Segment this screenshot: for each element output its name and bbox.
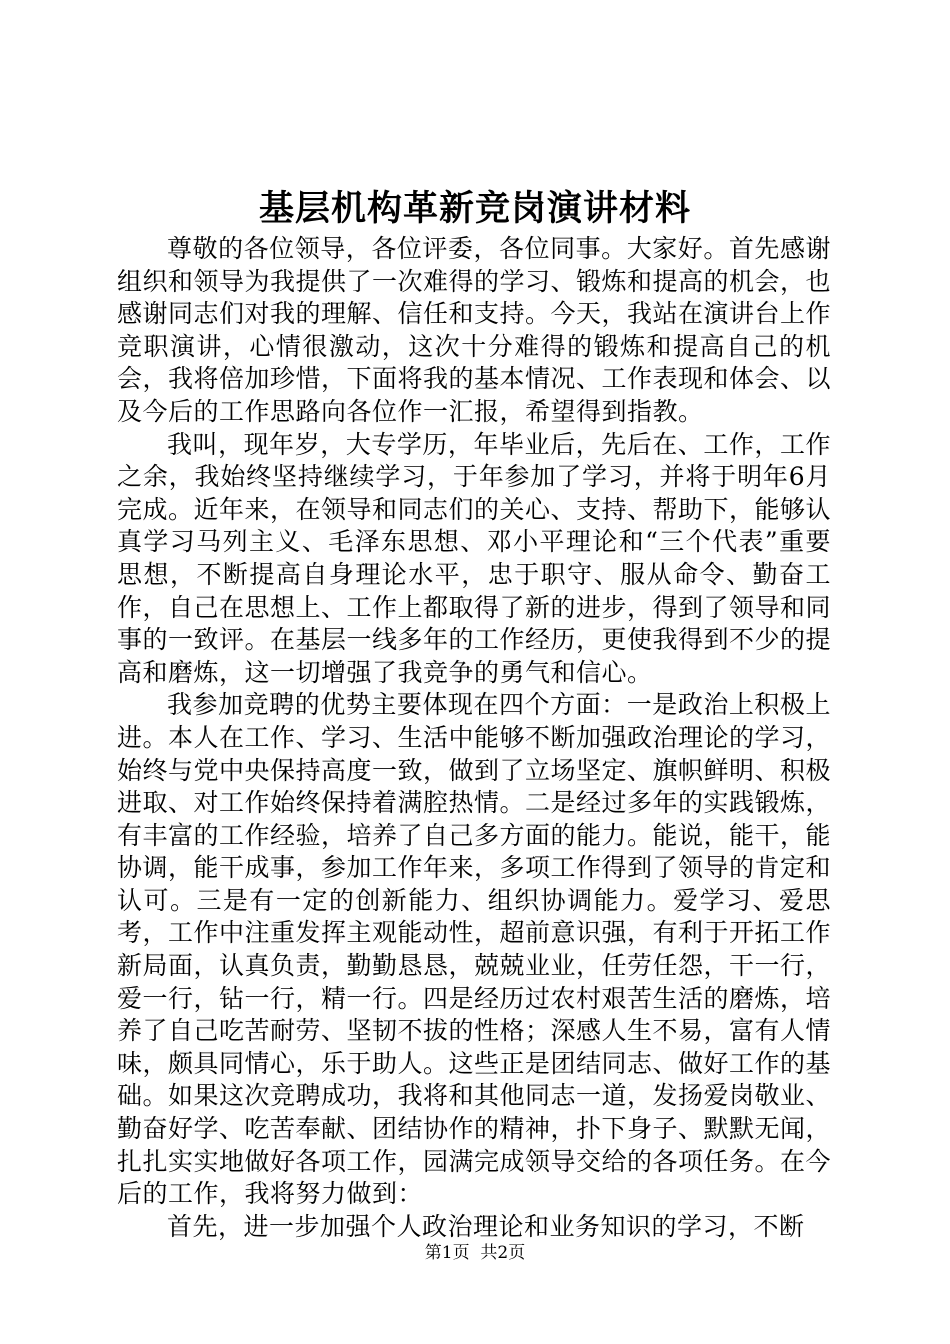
document-title: 基层机构革新竞岗演讲材料	[258, 188, 691, 229]
paragraph-4: 首先，进一步加强个人政治理论和业务知识的学习，不断	[167, 1211, 805, 1241]
document-body	[117, 233, 831, 1243]
page-number: 第1页 共2页	[424, 1243, 526, 1263]
paragraph-2: 我叫，现年岁，大专学历，年毕业后，先后在、工作，工作之余，我始终坚持继续学习，于年参加了学习，并将于明年6月完成。近年来，在领导和同志们的关心、支持、帮助下，能够认真学习马列主义、毛泽东思想、邓小平理论和“三个代表”重要思想，不断提高自身理论水平，忠于职守、服从命令、勤奋工作，自己在思想上、工作上都取得了新的进步，得到了领导和同事的一致评。在基层一线多年的工作经历，更使我得到不少的提高和磨炼，这一切增强了我竞争的勇气和信心。	[117, 429, 832, 687]
paragraph-3: 我参加竞聘的优势主要体现在四个方面：一是政治上积极上进。本人在工作、学习、生活中能够不断加强政治理论的学习，始终与党中央保持高度一致，做到了立场坚定、旗帜鲜明、积极进取、对工作始终保持着满腔热情。二是经过多年的实践锻炼，有丰富的工作经验，培养了自己多方面的能力。能说，能干，能协调，能干成事，参加工作年来，多项工作得到了领导的肯定和认可。三是有一定的创新能力、组织协调能力。爱学习、爱思考，工作中注重发挥主观能动性，超前意识强，有利于开拓工作新局面，认真负责，勤勤恳恳，兢兢业业，任劳任怨，干一行，爱一行，钻一行，精一行。四是经历过农村艰苦生活的磨炼，培养了自己吃苦耐劳、坚韧不拔的性格；深感人生不易，富有人情味，颇具同情心，乐于助人。这些正是团结同志、做好工作的基础。如果这次竞聘成功，我将和其他同志一道，发扬爱岗敬业、勤奋好学、吃苦奉献、团结协作的精神，扑下身子、默默无闻，扎扎实实地做好各项工作，园满完成领导交给的各项任务。在今后的工作，我将努力做到：	[117, 690, 832, 1209]
paragraph-1: 尊敬的各位领导，各位评委，各位同事。大家好。首先感谢组织和领导为我提供了一次难得的学习、锻炼和提高的机会，也感谢同志们对我的理解、信任和支持。今天，我站在演讲台上作竞职演讲，心情很激动，这次十分难得的锻炼和提高自己的机会，我将倍加珍惜，下面将我的基本情况、工作表现和体会、以及今后的工作思路向各位作一汇报，希望得到指教。	[117, 234, 832, 426]
page-footer	[0, 1241, 950, 1265]
